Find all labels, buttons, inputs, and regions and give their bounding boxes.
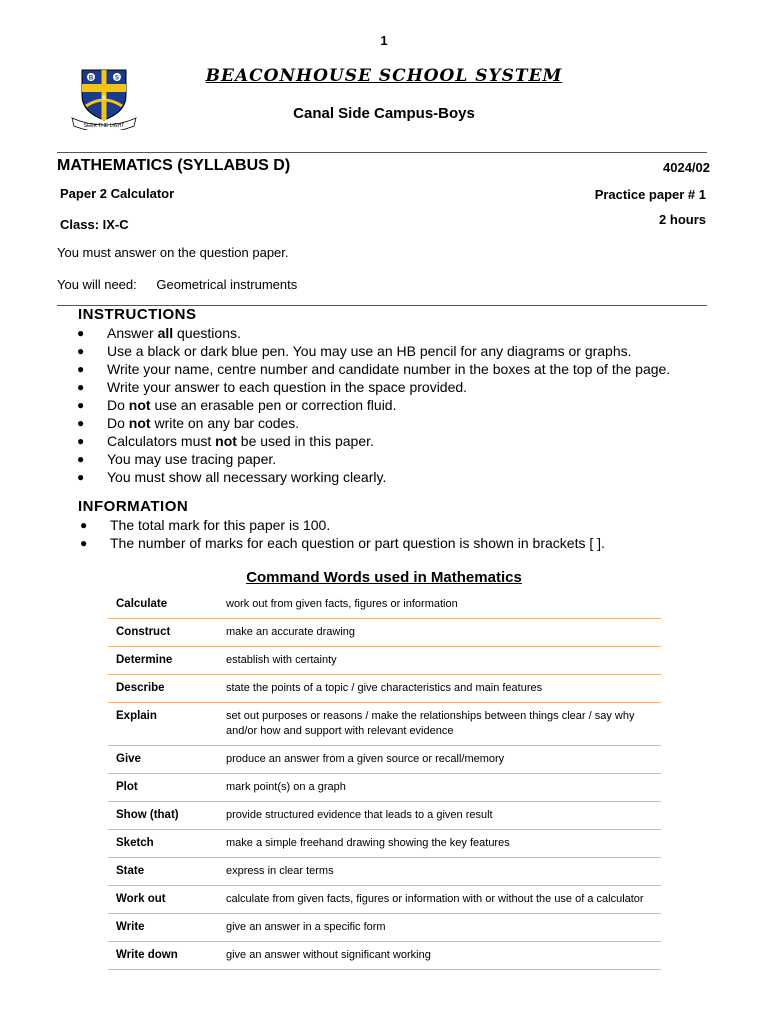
information-list bbox=[80, 516, 605, 552]
header-divider bbox=[57, 152, 707, 153]
instruction-item: ● Answer all questions. bbox=[77, 325, 241, 341]
bullet-icon: ● bbox=[77, 380, 85, 394]
table-row bbox=[108, 802, 661, 830]
table-row bbox=[108, 886, 661, 914]
instruction-item: ● Use a black or dark blue pen. You may use an HB pencil for any diagrams or graphs. bbox=[77, 343, 632, 359]
table-row bbox=[108, 942, 661, 970]
table-row bbox=[108, 619, 661, 647]
table-row bbox=[108, 591, 661, 619]
crest-motto: SEEK THE LIGHT bbox=[83, 123, 125, 129]
command-word: Explain bbox=[108, 703, 218, 746]
command-meaning: produce an answer from a given source or recall/memory bbox=[218, 746, 661, 774]
bullet-icon: ● bbox=[77, 416, 85, 430]
table-row bbox=[108, 703, 661, 746]
command-meaning: set out purposes or reasons / make the relationships between things clear / say why and/or how and support with relevant evidence bbox=[218, 703, 661, 746]
table-row bbox=[108, 914, 661, 942]
table-row bbox=[108, 858, 661, 886]
command-word: State bbox=[108, 858, 218, 886]
equipment-label: You will need: bbox=[57, 277, 137, 292]
instruction-item: ● Do not write on any bar codes. bbox=[77, 415, 300, 431]
page-number: 1 bbox=[380, 33, 388, 48]
school-name: BEACONHOUSE SCHOOL SYSTEM bbox=[205, 66, 563, 86]
equipment-value: Geometrical instruments bbox=[156, 277, 298, 292]
crest-letter-b: B bbox=[88, 75, 94, 82]
command-meaning: make an accurate drawing bbox=[218, 619, 661, 647]
command-word: Give bbox=[108, 746, 218, 774]
table-row bbox=[108, 774, 661, 802]
table-row bbox=[108, 675, 661, 703]
command-words-table bbox=[108, 591, 661, 970]
information-heading: INFORMATION bbox=[78, 498, 189, 515]
command-meaning: give an answer in a specific form bbox=[218, 914, 661, 942]
bullet-icon: ● bbox=[80, 518, 88, 532]
instructions-list bbox=[77, 324, 670, 486]
table-row bbox=[108, 647, 661, 675]
information-item: ● The total mark for this paper is 100. bbox=[80, 517, 331, 533]
bullet-icon: ● bbox=[77, 344, 85, 358]
instruction-item: ● Calculators must not be used in this paper. bbox=[77, 433, 374, 449]
command-meaning: make a simple freehand drawing showing the key features bbox=[218, 830, 661, 858]
command-meaning: provide structured evidence that leads to a given result bbox=[218, 802, 661, 830]
command-words-title: Command Words used in Mathematics bbox=[246, 569, 522, 586]
command-word: Construct bbox=[108, 619, 218, 647]
answer-on-paper-note: You must answer on the question paper. bbox=[57, 245, 289, 260]
command-word: Write bbox=[108, 914, 218, 942]
instruction-item: ● You may use tracing paper. bbox=[77, 451, 277, 467]
campus-name: Canal Side Campus-Boys bbox=[293, 105, 475, 122]
command-word: Show (that) bbox=[108, 802, 218, 830]
instruction-item: ● Write your name, centre number and candidate number in the boxes at the top of the page. bbox=[77, 361, 671, 377]
subject-title: MATHEMATICS (SYLLABUS D) bbox=[57, 157, 291, 174]
command-meaning: mark point(s) on a graph bbox=[218, 774, 661, 802]
command-meaning: express in clear terms bbox=[218, 858, 661, 886]
bullet-icon: ● bbox=[77, 452, 85, 466]
command-word: Sketch bbox=[108, 830, 218, 858]
bullet-icon: ● bbox=[77, 434, 85, 448]
instruction-item: ● Write your answer to each question in the space provided. bbox=[77, 379, 468, 395]
practice-paper-label: Practice paper # 1 bbox=[594, 187, 706, 202]
bullet-icon: ● bbox=[77, 398, 85, 412]
bullet-icon: ● bbox=[77, 326, 85, 340]
command-word: Determine bbox=[108, 647, 218, 675]
equipment-note bbox=[57, 277, 297, 292]
command-word: Write down bbox=[108, 942, 218, 970]
command-meaning: work out from given facts, figures or information bbox=[218, 591, 661, 619]
bullet-icon: ● bbox=[77, 470, 85, 484]
crest-letter-s2: S bbox=[101, 96, 107, 102]
class-label: Class: IX-C bbox=[60, 217, 129, 232]
command-meaning: give an answer without significant working bbox=[218, 942, 661, 970]
bullet-icon: ● bbox=[77, 362, 85, 376]
command-meaning: establish with certainty bbox=[218, 647, 661, 675]
command-meaning: state the points of a topic / give characteristics and main features bbox=[218, 675, 661, 703]
table-row bbox=[108, 746, 661, 774]
paper-code: 4024/02 bbox=[663, 160, 710, 175]
instruction-item: ● You must show all necessary working clearly. bbox=[77, 469, 387, 485]
instruction-item: ● Do not use an erasable pen or correction fluid. bbox=[77, 397, 397, 413]
command-word: Describe bbox=[108, 675, 218, 703]
command-word: Plot bbox=[108, 774, 218, 802]
command-meaning: calculate from given facts, figures or information with or without the use of a calculator bbox=[218, 886, 661, 914]
command-word: Work out bbox=[108, 886, 218, 914]
bullet-icon: ● bbox=[80, 536, 88, 550]
information-item: ● The number of marks for each question or part question is shown in brackets [ ]. bbox=[80, 535, 605, 551]
command-word: Calculate bbox=[108, 591, 218, 619]
table-row bbox=[108, 830, 661, 858]
instructions-heading: INSTRUCTIONS bbox=[78, 306, 197, 323]
crest-letter-s1: S bbox=[114, 75, 120, 82]
duration-label: 2 hours bbox=[659, 212, 706, 227]
paper-label: Paper 2 Calculator bbox=[60, 186, 175, 201]
